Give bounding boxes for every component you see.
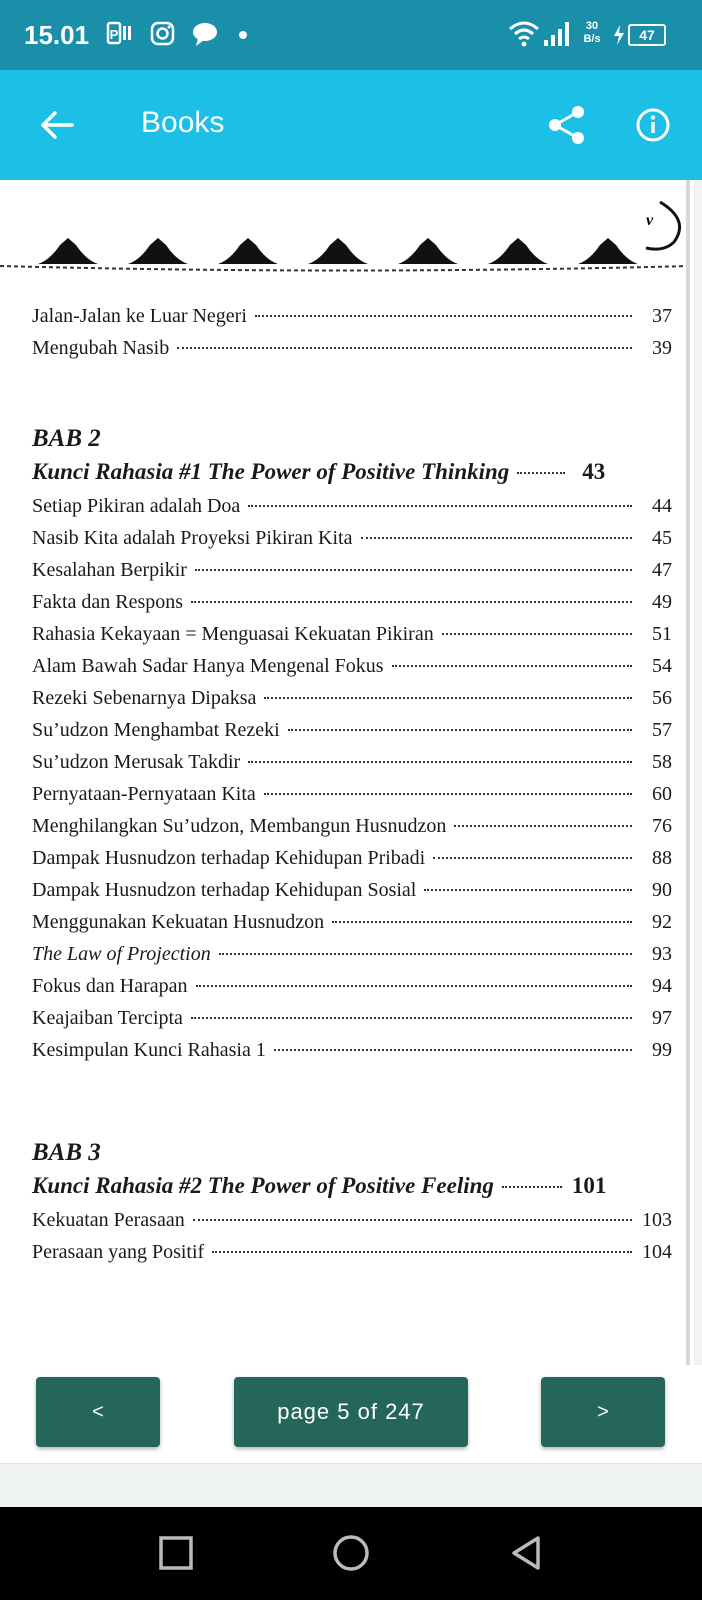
dot-leader: [196, 985, 632, 987]
toc-entry-title: Rezeki Sebenarnya Dipaksa: [32, 687, 257, 709]
app-title: Books: [141, 106, 225, 139]
toc-entry-title: Kekuatan Perasaan: [32, 1209, 185, 1231]
arrow-left-icon[interactable]: [34, 102, 80, 148]
toc-entry[interactable]: [32, 655, 672, 687]
toc-entry-title: Jalan-Jalan ke Luar Negeri: [32, 305, 247, 327]
toc-entry-page: 49: [652, 591, 672, 613]
toc-entry-page: 94: [652, 975, 672, 997]
toc-entry[interactable]: [32, 559, 672, 591]
dot-leader: [191, 601, 632, 603]
chapter-heading-page: 101: [571, 1173, 607, 1198]
charging-bolt-icon: [612, 24, 626, 46]
toc-entry-page: 56: [652, 687, 672, 709]
toc-entry-title: Keajaiban Tercipta: [32, 1007, 183, 1029]
system-navigation-bar: [0, 1507, 702, 1600]
toc-entry[interactable]: [32, 1241, 672, 1273]
toc-entry[interactable]: [32, 1209, 672, 1241]
toc-entry[interactable]: [32, 879, 672, 911]
share-icon[interactable]: [544, 102, 590, 148]
toc-entry-page: 60: [652, 783, 672, 805]
chapter-label: BAB 2: [32, 425, 101, 452]
app-bar: [0, 70, 702, 180]
triangle-back-icon[interactable]: [506, 1533, 546, 1573]
page-corner-label: v: [646, 212, 654, 229]
toc-entry-title: The Law of Projection: [32, 943, 211, 965]
toc-entry-title: Rahasia Kekayaan = Menguasai Kekuatan Pikiran: [32, 623, 434, 645]
dot-leader: [193, 1219, 632, 1221]
dot-leader: [274, 1049, 632, 1051]
book-page[interactable]: [0, 180, 690, 1365]
dot-leader: [191, 1017, 632, 1019]
toc-entry[interactable]: [32, 495, 672, 527]
dot-leader: [454, 825, 632, 827]
chapter-entries: [32, 1209, 672, 1273]
toc-entry-page: 103: [642, 1209, 672, 1231]
toc-entry[interactable]: [32, 623, 672, 655]
dot-leader: [361, 537, 633, 539]
toc-entry[interactable]: [32, 815, 672, 847]
circle-icon[interactable]: [331, 1533, 371, 1573]
chapter-heading-page: 43: [582, 459, 606, 484]
wifi-icon: [508, 18, 540, 48]
chapter-label: BAB 3: [32, 1139, 101, 1166]
toc-entry[interactable]: [32, 719, 672, 751]
toc-entry-title: Perasaan yang Positif: [32, 1241, 205, 1263]
dot-leader: [177, 347, 632, 349]
battery-level: 47: [639, 27, 655, 43]
chapter-entries: [32, 495, 672, 1071]
toc-entry-title: Kesimpulan Kunci Rahasia 1: [32, 1039, 266, 1061]
chapter-heading[interactable]: [32, 459, 672, 495]
toc-entry-page: 44: [652, 495, 672, 517]
toc-entry-title: Kesalahan Berpikir: [32, 559, 187, 581]
toc-entry-page: 97: [652, 1007, 672, 1029]
table-of-contents: [32, 305, 672, 1273]
toc-entry[interactable]: [32, 687, 672, 719]
page-edge: [694, 180, 702, 1365]
toc-entry[interactable]: [32, 975, 672, 1007]
chapter-heading-title: Kunci Rahasia #2 The Power of Positive Feeling: [32, 1173, 494, 1198]
toc-entry[interactable]: [32, 1007, 672, 1039]
toc-entry-page: 104: [642, 1241, 672, 1263]
toc-entry-title: Mengubah Nasib: [32, 337, 170, 359]
net-speed-unit: B/s: [583, 33, 601, 45]
status-time: 15.01: [24, 20, 90, 50]
toc-entry-page: 76: [652, 815, 672, 837]
toc-entry-title: Fokus dan Harapan: [32, 975, 188, 997]
dot-leader: [248, 761, 632, 763]
dot-leader: [424, 889, 632, 891]
dot-leader: [332, 921, 632, 923]
status-bar: [0, 0, 702, 70]
net-speed-value: 30: [585, 20, 599, 32]
toc-entry[interactable]: [32, 337, 672, 369]
toc-entry-page: 45: [652, 527, 672, 549]
next-page-button[interactable]: >: [541, 1377, 665, 1447]
bottom-strip: [0, 1463, 702, 1507]
toc-entry-title: Menggunakan Kekuatan Husnudzon: [32, 911, 325, 933]
chapter-heading[interactable]: [32, 1173, 672, 1209]
toc-entry-page: 51: [652, 623, 672, 645]
toc-entry-page: 57: [652, 719, 672, 741]
dot-leader: [392, 665, 632, 667]
toc-entry-title: Menghilangkan Su’udzon, Membangun Husnudzon: [32, 815, 447, 837]
chapter-heading-title: Kunci Rahasia #1 The Power of Positive Thinking: [32, 459, 510, 484]
toc-entry[interactable]: [32, 1039, 672, 1071]
dot-leader: [433, 857, 632, 859]
dot-leader: [195, 569, 632, 571]
dot-leader: [288, 729, 632, 731]
page-indicator-button[interactable]: page 5 of 247: [234, 1377, 468, 1447]
toc-entry[interactable]: [32, 751, 672, 783]
toc-entry-title: Alam Bawah Sadar Hanya Mengenal Fokus: [32, 655, 384, 677]
toc-entry-title: Su’udzon Menghambat Rezeki: [32, 719, 280, 741]
toc-entry-page: 39: [652, 337, 672, 359]
dot-leader: [502, 1186, 562, 1188]
toc-entry-title: Nasib Kita adalah Proyeksi Pikiran Kita: [32, 527, 353, 549]
toc-entry-page: 54: [652, 655, 672, 677]
signal-icon: [542, 18, 572, 48]
toc-entry[interactable]: [32, 527, 672, 559]
dot-leader: [264, 697, 632, 699]
toc-entry-title: Dampak Husnudzon terhadap Kehidupan Sosial: [32, 879, 417, 901]
square-icon[interactable]: [156, 1533, 196, 1573]
toc-entry-page: 92: [652, 911, 672, 933]
toc-entry-title: Dampak Husnudzon terhadap Kehidupan Pribadi: [32, 847, 426, 869]
toc-entry-title: Pernyataan-Pernyataan Kita: [32, 783, 256, 805]
info-icon[interactable]: [630, 102, 676, 148]
toc-entry-page: 58: [652, 751, 672, 773]
net-speed: [580, 20, 604, 46]
toc-entry-page: 93: [652, 943, 672, 965]
ornamental-border-icon: [0, 180, 690, 280]
toc-entry-page: 99: [652, 1039, 672, 1061]
dot-leader: [255, 315, 632, 317]
pager-bar: [0, 1365, 702, 1463]
chat-bubble-icon: [192, 20, 220, 48]
parking-notification-icon: [106, 20, 132, 48]
toc-entry[interactable]: [32, 847, 672, 879]
toc-entry-page: 37: [652, 305, 672, 327]
toc-entry-page: 90: [652, 879, 672, 901]
toc-entry[interactable]: [32, 783, 672, 815]
dot-leader: [264, 793, 632, 795]
dot-leader: [442, 633, 632, 635]
toc-entry-page: 88: [652, 847, 672, 869]
prev-page-button[interactable]: <: [36, 1377, 160, 1447]
toc-entry-title: Su’udzon Merusak Takdir: [32, 751, 241, 773]
svg-text:P: P: [109, 27, 119, 42]
instagram-icon: [150, 20, 176, 48]
dot-icon: [238, 30, 248, 40]
dot-leader: [517, 472, 565, 474]
toc-entry[interactable]: [32, 591, 672, 623]
toc-entry-page: 47: [652, 559, 672, 581]
toc-entry[interactable]: [32, 911, 672, 943]
toc-entry[interactable]: [32, 305, 672, 337]
toc-entry-title: Fakta dan Respons: [32, 591, 184, 613]
battery-indicator: [628, 24, 666, 46]
dot-leader: [219, 953, 632, 955]
toc-entry[interactable]: [32, 943, 672, 975]
dot-leader: [248, 505, 632, 507]
toc-entry-title: Setiap Pikiran adalah Doa: [32, 495, 241, 517]
dot-leader: [212, 1251, 632, 1253]
